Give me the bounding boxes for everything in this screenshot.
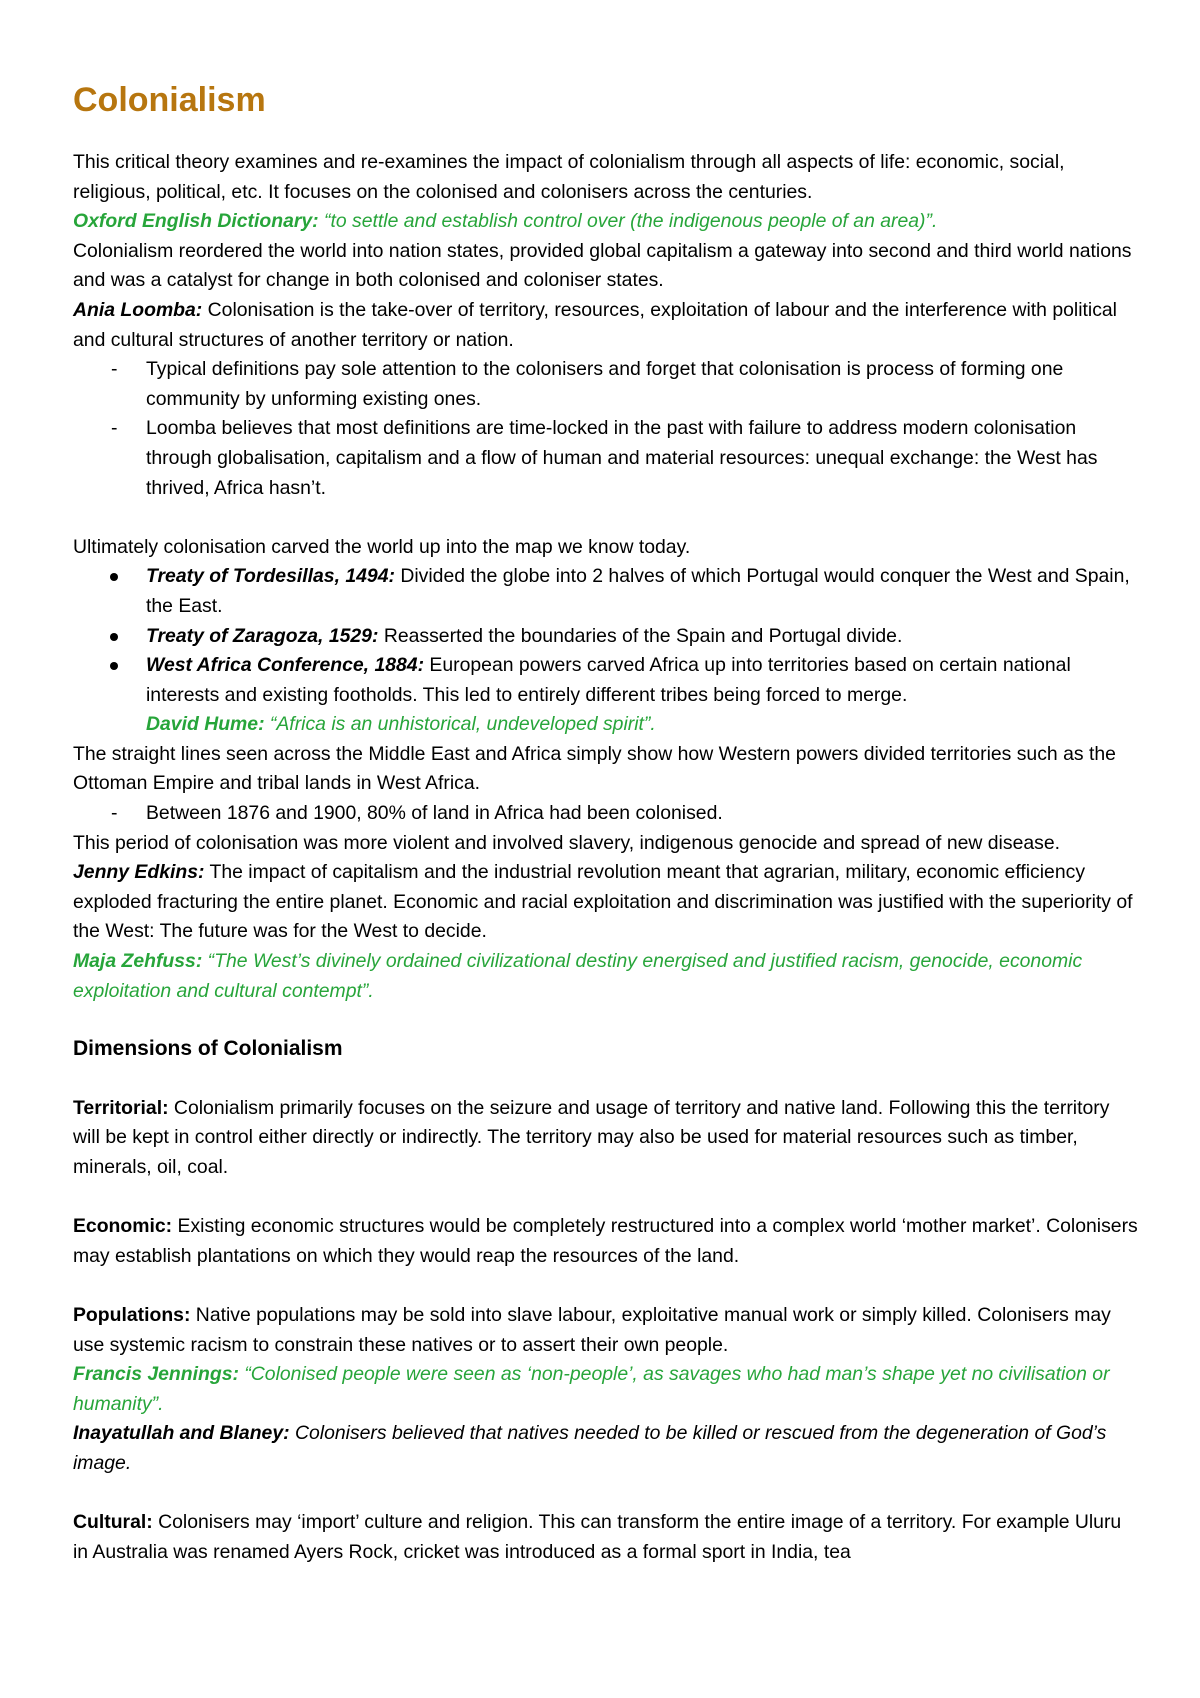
cultural-paragraph — [73, 1508, 1140, 1567]
jennings-quote-line — [73, 1360, 1140, 1419]
territorial-label: Territorial: — [73, 1096, 169, 1119]
list-item — [73, 622, 1140, 652]
hume-quote: “Africa is an unhistorical, undeveloped spirit”. — [264, 713, 656, 736]
populations-paragraph — [73, 1301, 1140, 1360]
economic-text: Existing economic structures would be completely restructured into a complex world ‘mother market’. Colonisers may establish plantations on which they would reap the resources of the land. — [73, 1215, 1138, 1267]
map-lead: Ultimately colonisation carved the world up into the map we know today. — [73, 535, 691, 558]
zehfuss-quote: “The West’s divinely ordained civilizational destiny energised and justified racism, genocide, economic exploitation and cultural contempt”. — [73, 950, 1083, 1002]
oed-quote: “to settle and establish control over (the indigenous people of an area)”. — [318, 210, 938, 233]
violent-paragraph: This period of colonisation was more violent and involved slavery, indigenous genocide and spread of new disease. — [73, 831, 1060, 854]
jennings-quote: “Colonised people were seen as ‘non-people’, as savages who had man’s shape yet no civilisation or humanity”. — [73, 1363, 1110, 1415]
populations-text: Native populations may be sold into slave labour, exploitative manual work or simply killed. Colonisers may use systemic racism to constrain these natives or to assert their own people. — [73, 1303, 1111, 1356]
spacer — [73, 1271, 1140, 1301]
cultural-label: Cultural: — [73, 1511, 153, 1534]
spacer — [73, 1479, 1140, 1509]
treaty-text: Divided the globe into 2 halves of which Portugal would conquer the West and Spain, the East. — [146, 565, 1130, 617]
inayatullah-quote-line — [73, 1419, 1140, 1478]
territorial-paragraph — [73, 1094, 1140, 1183]
list-item: - Loomba believes that most definitions are time-locked in the past with failure to address modern colonisation through globalisation, capitalism and a flow of human and material resources: unequal exchange: the West has thrived, Africa hasn’t. — [73, 414, 1140, 503]
populations-label: Populations: — [73, 1303, 191, 1326]
treaty-label: Treaty of Zaragoza, 1529: — [146, 624, 379, 647]
treaty-label: West Africa Conference, 1884: — [146, 654, 425, 677]
loomba-text: Colonisation is the take-over of territory, resources, exploitation of labour and the interference with political and cultural structures of another territory or nation. — [73, 298, 1117, 351]
list-item: - Typical definitions pay sole attention to the colonisers and forget that colonisation is process of forming one community by unforming existing ones. — [73, 355, 1140, 414]
hume-label: David Hume: — [146, 713, 265, 736]
straight-lines-paragraph: The straight lines seen across the Middle East and Africa simply show how Western powers divided territories such as the Ottoman Empire and tribal lands in West Africa. — [73, 742, 1116, 795]
zehfuss-quote-line — [73, 947, 1140, 1006]
economic-paragraph — [73, 1212, 1140, 1271]
list-item — [73, 651, 1140, 710]
oed-definition — [73, 207, 1140, 237]
spacer — [73, 1006, 1140, 1034]
inayatullah-quote: Colonisers believed that natives needed to be killed or rescued from the degeneration of God’s image. — [73, 1422, 1107, 1474]
inayatullah-label: Inayatullah and Blaney: — [73, 1422, 290, 1445]
colonised-dash-list — [73, 799, 1140, 829]
oed-label: Oxford English Dictionary: — [73, 210, 319, 233]
section-heading: Dimensions of Colonialism — [73, 1037, 343, 1061]
page-title: Colonialism — [73, 81, 266, 119]
intro-paragraph: This critical theory examines and re-examines the impact of colonialism through all aspects of life: economic, social, religious, political, etc. It focuses on the colonised and colonisers across the centuries. — [73, 151, 1065, 203]
cultural-text: Colonisers may ‘import’ culture and religion. This can transform the entire image of a territory. For example Uluru in Australia was renamed Ayers Rock, cricket was introduced as a formal sport in India, tea — [73, 1511, 1122, 1563]
hume-quote-line — [73, 710, 1140, 740]
edkins-label: Jenny Edkins: — [73, 861, 205, 884]
loomba-dash-list — [73, 355, 1140, 503]
loomba-definition — [73, 296, 1140, 355]
edkins-paragraph — [73, 858, 1140, 947]
zehfuss-label: Maja Zehfuss: — [73, 950, 203, 973]
list-item — [73, 562, 1140, 621]
treaty-text: European powers carved Africa up into territories based on certain national interests and existing footholds. This led to entirely different tribes being forced to merge. — [146, 654, 1071, 706]
reorder-paragraph: Colonialism reordered the world into nation states, provided global capitalism a gateway into second and third world nations and was a catalyst for change in both colonised and coloniser states. — [73, 239, 1132, 292]
spacer — [73, 1183, 1140, 1213]
loomba-label: Ania Loomba: — [73, 298, 203, 321]
edkins-text: The impact of capitalism and the industrial revolution meant that agrarian, military, economic efficiency exploded fracturing the entire planet. Economic and racial exploitation and discrimination was justified with the superiority of the West: The future was for the West to decide. — [73, 861, 1133, 943]
treaty-text: Reasserted the boundaries of the Spain and Portugal divide. — [378, 624, 903, 647]
treaty-label: Treaty of Tordesillas, 1494: — [146, 565, 395, 588]
territorial-text: Colonialism primarily focuses on the seizure and usage of territory and native land. Following this the territory will be kept in control either directly or indirectly. The territory may also be used for material resources such as timber, minerals, oil, coal. — [73, 1096, 1110, 1178]
spacer — [73, 503, 1140, 533]
spacer — [73, 1064, 1140, 1094]
list-item: - Between 1876 and 1900, 80% of land in Africa had been colonised. — [73, 799, 1140, 829]
economic-label: Economic: — [73, 1215, 173, 1238]
treaty-bullet-list — [73, 562, 1140, 710]
jennings-label: Francis Jennings: — [73, 1363, 239, 1386]
